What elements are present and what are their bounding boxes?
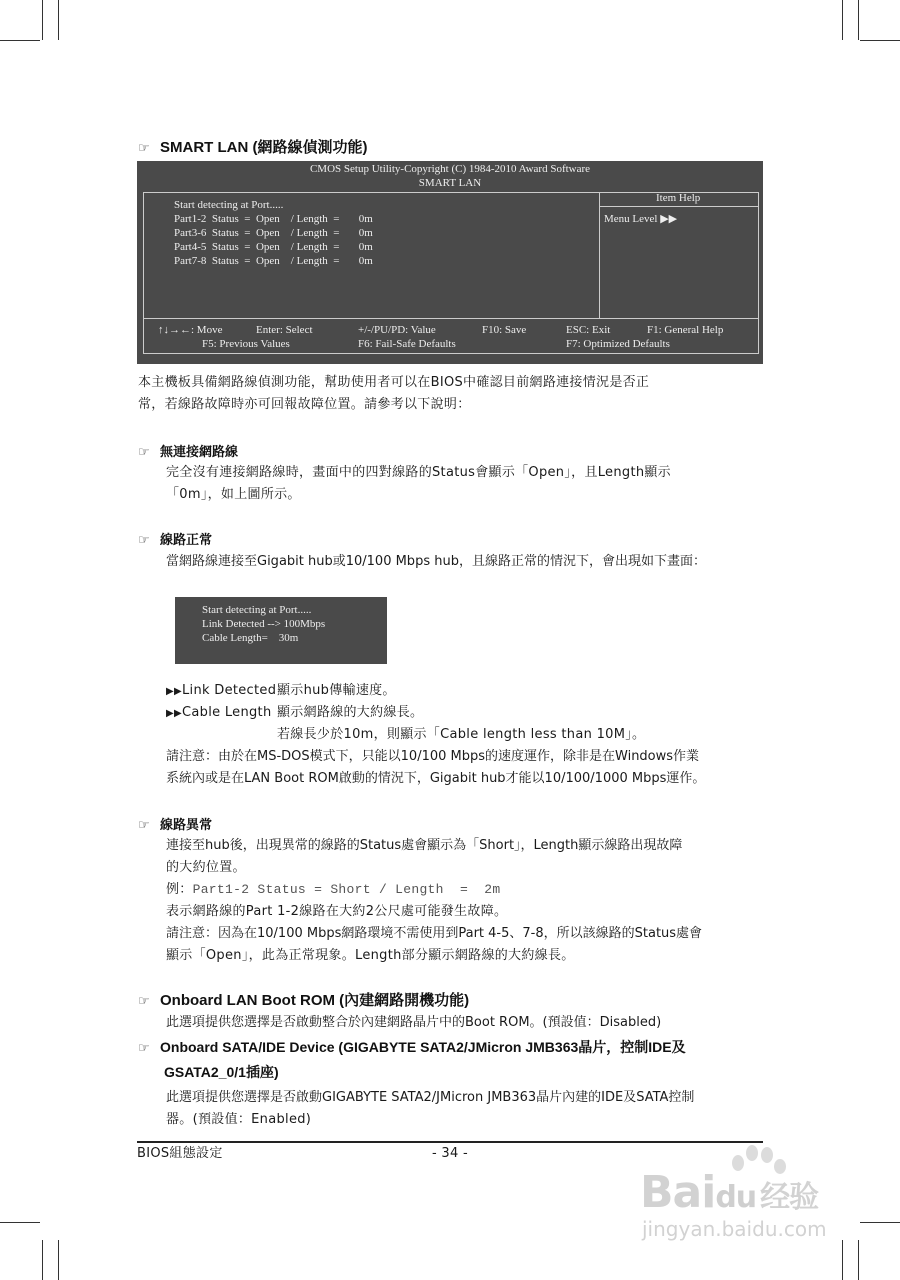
pointing-hand-icon: ☞ [138, 993, 150, 1008]
brand-cn: 经验 [760, 1180, 819, 1215]
example-prefix: 例： [166, 882, 193, 897]
pointing-hand-icon: ☞ [138, 1040, 150, 1055]
divider [599, 193, 600, 318]
key-hint: Enter: Select [256, 324, 313, 336]
no-cable-heading [138, 441, 238, 460]
no-cable-line: 「0m」，如上圖所示。 [166, 487, 301, 502]
normal-heading-text: 線路正常 [160, 533, 213, 548]
sata-heading [138, 1037, 686, 1057]
boot-rom-line: 此選項提供您選擇是否啟動整合於內建網路晶片中的Boot ROM。(預設值：Disabled) [166, 1015, 662, 1030]
abnormal-line: 連接至hub後，出現異常的線路的Status處會顯示為「Short」，Length顯示線路出現故障 [166, 838, 683, 853]
bios-line: Part7-8 Status = Open / Length = 0m [174, 255, 373, 267]
key-hint: ↑↓→←: Move [158, 324, 223, 336]
normal-line: 當網路線連接至Gigabit hub或10/100 Mbps hub，且線路正常的情況下，會出現如下畫面： [166, 554, 706, 569]
normal-note: 系統內或是在LAN Boot ROM啟動的情況下，Gigabit hub才能以10/100/1000 Mbps運作。 [166, 771, 706, 786]
abnormal-line: 表示網路線的Part 1-2線路在大約2公尺處可能發生故障。 [166, 904, 508, 919]
key-hint: F6: Fail-Safe Defaults [358, 338, 456, 350]
abnormal-heading [138, 814, 212, 833]
link-detected-screen [175, 597, 387, 664]
crop-mark [42, 1240, 43, 1280]
sata-line: 此選項提供您選擇是否啟動GIGABYTE SATA2/JMicron JMB363晶片內建的IDE及SATA控制 [166, 1090, 695, 1105]
crop-mark [0, 1222, 40, 1223]
brand-a: Bai [640, 1167, 716, 1218]
intro-line: 常，若線路故障時亦可回報故障位置。請參考以下說明： [138, 397, 471, 412]
def-term: Link Detected [182, 683, 277, 698]
pointing-hand-icon: ☞ [138, 533, 150, 548]
crop-mark [858, 1240, 859, 1280]
no-cable-line: 完全沒有連接網路線時，畫面中的四對線路的Status會顯示「Open」，且Length顯示 [166, 465, 671, 480]
smart-lan-heading-text: SMART LAN (網路線偵測功能) [160, 139, 368, 156]
pointing-hand-icon: ☞ [138, 445, 150, 460]
crop-mark [860, 40, 900, 41]
box-line: Start detecting at Port..... [202, 604, 312, 616]
key-hint: +/-/PU/PD: Value [358, 324, 436, 336]
pointing-hand-icon: ☞ [138, 140, 150, 155]
normal-heading [138, 529, 212, 548]
crop-mark [58, 1240, 59, 1280]
bios-line: Part4-5 Status = Open / Length = 0m [174, 241, 373, 253]
crop-mark [858, 0, 859, 40]
smart-lan-heading [138, 136, 367, 157]
bios-line: Part3-6 Status = Open / Length = 0m [174, 227, 373, 239]
example-code: Part1-2 Status = Short / Length = 2m [192, 882, 501, 897]
double-arrow-icon: ▶▶ [166, 686, 182, 697]
crop-mark [42, 0, 43, 40]
pointing-hand-icon: ☞ [138, 818, 150, 833]
brand-b: du [715, 1180, 757, 1215]
watermark-url: jingyan.baidu.com [642, 1217, 827, 1241]
item-help-label: Item Help [656, 192, 701, 204]
def-link-detected [166, 680, 276, 703]
abnormal-example [166, 879, 500, 901]
divider [600, 206, 758, 207]
normal-note: 請注意：由於在MS-DOS模式下，只能以10/100 Mbps的速度運作，除非是在Windows作業 [166, 749, 700, 764]
def-desc: 顯示網路線的大約線長。 [277, 705, 424, 720]
crop-mark [58, 0, 59, 40]
crop-mark [860, 1222, 900, 1223]
key-hint: F7: Optimized Defaults [566, 338, 670, 350]
boot-rom-heading [138, 989, 469, 1010]
divider [144, 318, 758, 319]
bios-screen [137, 161, 763, 364]
page-number: - 34 - [432, 1146, 468, 1161]
sata-heading-cont: GSATA2_0/1插座) [164, 1064, 279, 1080]
bios-panel [143, 192, 759, 354]
bios-line: Part1-2 Status = Open / Length = 0m [174, 213, 373, 225]
box-line: Cable Length= 30m [202, 632, 299, 644]
crop-mark [842, 1240, 843, 1280]
def-cable-length [166, 702, 271, 725]
sata-line: 器。(預設值：Enabled) [166, 1112, 312, 1127]
baidu-watermark [640, 1145, 860, 1245]
sata-heading-text: Onboard SATA/IDE Device (GIGABYTE SATA2/JMicron JMB363晶片，控制IDE及 [160, 1039, 686, 1055]
abnormal-line: 的大約位置。 [166, 860, 246, 875]
footer-section: BIOS組態設定 [137, 1146, 223, 1161]
watermark-brand [640, 1167, 818, 1218]
menu-level-label: Menu Level ▶▶ [604, 213, 678, 225]
def-extra: 若線長少於10m，則顯示「Cable length less than 10M」。 [277, 727, 646, 742]
bios-title: CMOS Setup Utility-Copyright (C) 1984-2010 Award Software [309, 163, 591, 175]
abnormal-line: 請注意：因為在10/100 Mbps網路環境不需使用到Part 4-5、7-8，所以該線路的Status處會 [166, 926, 703, 941]
bios-line: Start detecting at Port..... [174, 199, 284, 211]
boot-rom-heading-text: Onboard LAN Boot ROM (內建網路開機功能) [160, 992, 470, 1009]
crop-mark [842, 0, 843, 40]
no-cable-heading-text: 無連接網路線 [160, 445, 239, 460]
box-line: Link Detected --> 100Mbps [202, 618, 326, 630]
intro-line: 本主機板具備網路線偵測功能，幫助使用者可以在BIOS中確認目前網路連接情況是否正 [138, 375, 650, 390]
def-desc: 顯示hub傳輸速度。 [277, 683, 396, 698]
key-hint: F10: Save [482, 324, 527, 336]
key-hint: F1: General Help [647, 324, 724, 336]
abnormal-line: 顯示「Open」，此為正常現象。Length部分顯示網路線的大約線長。 [166, 948, 575, 963]
def-term: Cable Length [182, 705, 272, 720]
crop-mark [0, 40, 40, 41]
key-hint: ESC: Exit [566, 324, 611, 336]
key-hint: F5: Previous Values [202, 338, 290, 350]
abnormal-heading-text: 線路異常 [160, 818, 213, 833]
double-arrow-icon: ▶▶ [166, 708, 182, 719]
bios-subtitle: SMART LAN [418, 177, 482, 189]
